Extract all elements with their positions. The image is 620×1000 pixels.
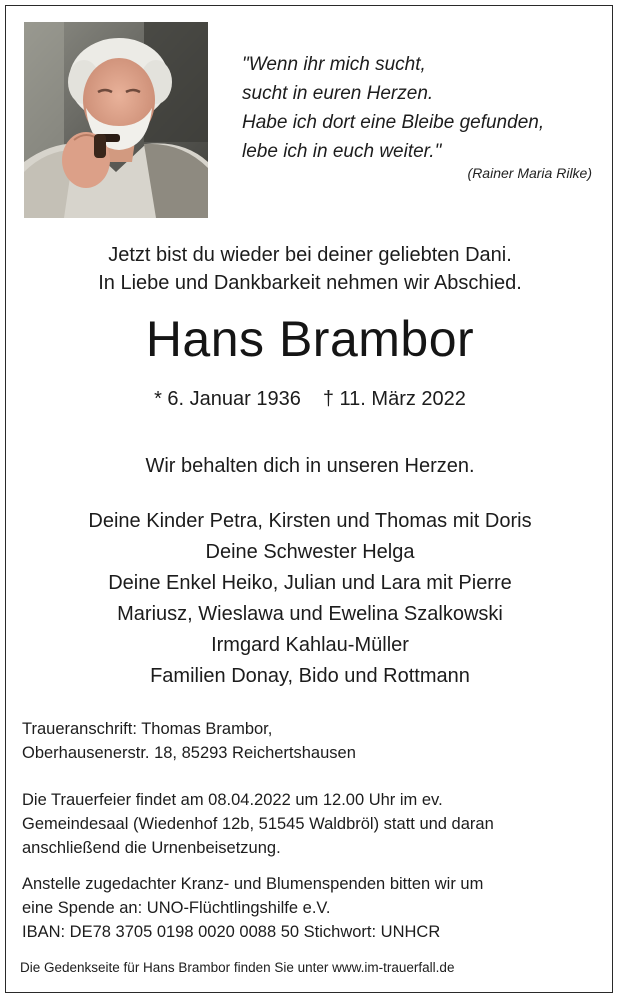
memory-line: Wir behalten dich in unseren Herzen.	[145, 455, 475, 477]
donation-line: eine Spende an: UNO-Flüchtlingshilfe e.V.	[22, 899, 331, 917]
family-line: Mariusz, Wieslawa und Ewelina Szalkowski	[117, 603, 503, 625]
intro-text	[0, 241, 620, 297]
deceased-name: Hans Brambor	[145, 311, 475, 367]
quote-author: (Rainer Maria Rilke)	[467, 165, 592, 181]
donation-line: Anstelle zugedachter Kranz- und Blumenspenden bitten wir um	[22, 875, 484, 893]
quote-line: Habe ich dort eine Bleibe gefunden,	[242, 112, 545, 133]
quote-line: lebe ich in euch weiter."	[242, 141, 442, 162]
family-line: Deine Enkel Heiko, Julian und Lara mit Pierre	[108, 572, 512, 594]
family-line: Familien Donay, Bido und Rottmann	[150, 665, 470, 687]
address-line: Traueranschrift: Thomas Brambor,	[22, 720, 273, 738]
rilke-quote	[242, 50, 598, 166]
family-line: Irmgard Kahlau-Müller	[211, 634, 409, 656]
death-date: † 11. März 2022	[322, 388, 466, 410]
ceremony-line: Die Trauerfeier findet am 08.04.2022 um 12.00 Uhr im ev.	[22, 791, 443, 809]
ceremony-info	[22, 788, 608, 860]
family-list	[0, 506, 620, 692]
portrait-photo	[24, 22, 208, 218]
family-line: Deine Schwester Helga	[205, 541, 415, 563]
portrait-illustration	[24, 22, 208, 218]
mourning-address	[22, 717, 608, 765]
quote-line: "Wenn ihr mich sucht,	[242, 54, 426, 75]
memorial-page-footer: Die Gedenkseite für Hans Brambor finden Sie unter www.im-trauerfall.de	[20, 960, 455, 975]
donation-line: IBAN: DE78 3705 0198 0020 0088 50 Stichwort: UNHCR	[22, 923, 441, 941]
intro-line: Jetzt bist du wieder bei deiner geliebten Dani.	[108, 244, 512, 266]
life-dates	[0, 385, 620, 413]
ceremony-line: Gemeindesaal (Wiedenhof 12b, 51545 Waldbröl) statt und daran	[22, 815, 494, 833]
ceremony-line: anschließend die Urnenbeisetzung.	[22, 839, 281, 857]
birth-date: * 6. Januar 1936	[154, 388, 301, 410]
quote-line: sucht in euren Herzen.	[242, 83, 434, 104]
donation-info	[22, 872, 608, 944]
intro-line: In Liebe und Dankbarkeit nehmen wir Abschied.	[98, 272, 522, 294]
family-line: Deine Kinder Petra, Kirsten und Thomas mit Doris	[88, 510, 532, 532]
address-line: Oberhausenerstr. 18, 85293 Reichertshausen	[22, 744, 356, 762]
